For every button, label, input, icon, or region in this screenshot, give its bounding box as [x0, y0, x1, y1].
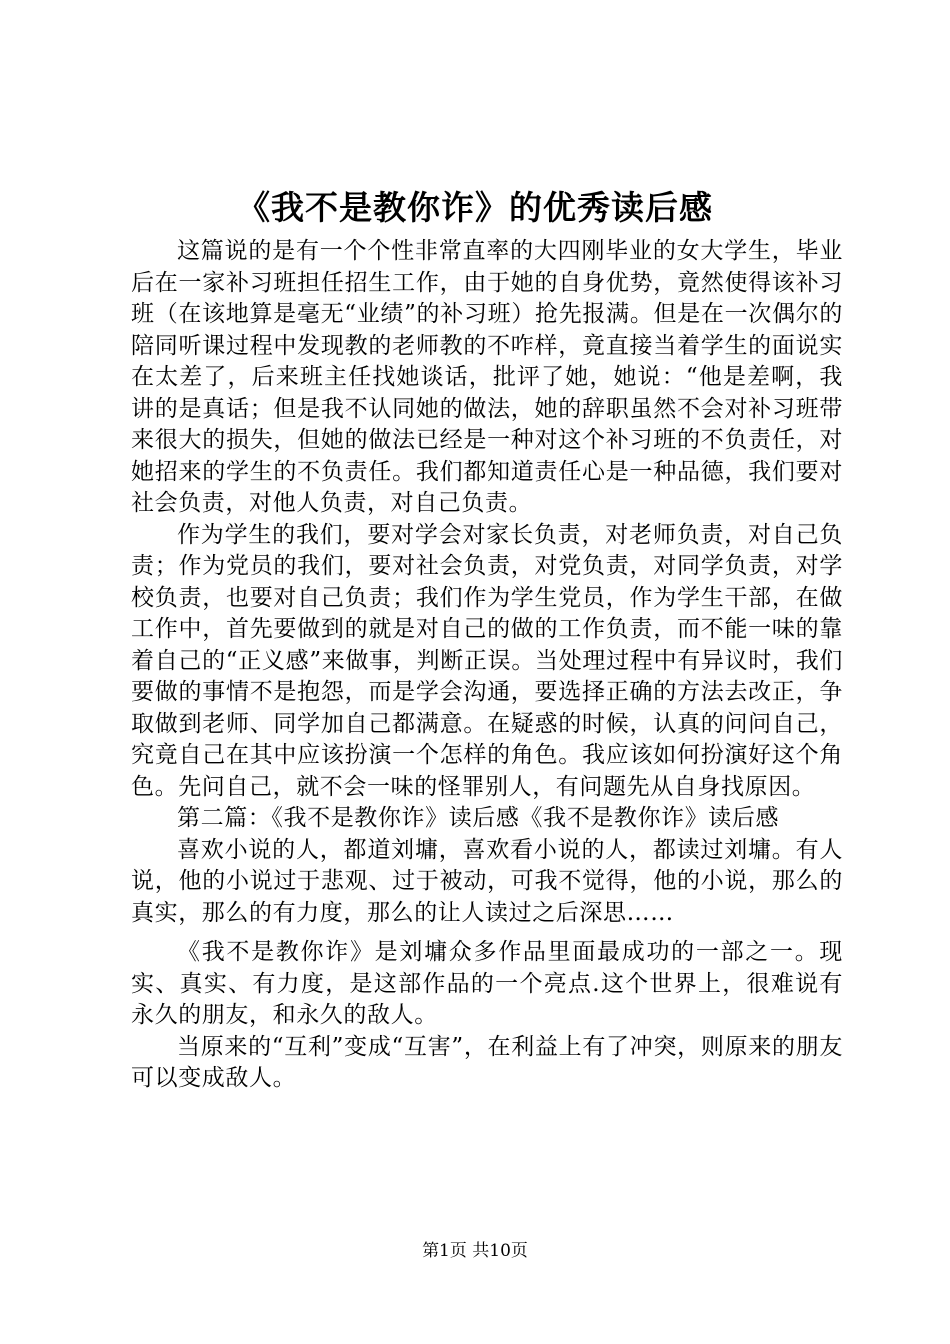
paragraph-6: 当原来的“互利”变成“互害”，在利益上有了冲突，则原来的朋友可以变成敌人。	[131, 1033, 843, 1091]
document-body	[131, 236, 843, 1095]
paragraph-3-heading: 第二篇：《我不是教你诈》读后感《我不是教你诈》读后感	[177, 805, 780, 831]
paragraph-4: 喜欢小说的人，都道刘墉，喜欢看小说的人，都读过刘墉。有人说，他的小说过于悲观、过于被动，可我不觉得，他的小说，那么的真实，那么的有力度，那么的让人读过之后深思……	[131, 836, 843, 926]
paragraph-2: 作为学生的我们，要对学会对家长负责，对老师负责，对自己负责；作为党员的我们，要对社会负责，对党负责，对同学负责，对学校负责，也要对自己负责；我们作为学生党员，作为学生干部，在做工作中，首先要做到的就是对自己的做的工作负责，而不能一味的靠着自己的“正义感”来做事，判断正误。当处理过程中有异议时，我们要做的事情不是抱怨，而是学会沟通，要选择正确的方法去改正，争取做到老师、同学加自己都满意。在疑惑的时候，认真的问问自己，究竟自己在其中应该扮演一个怎样的角色。我应该如何扮演好这个角色。先问自己，就不会一味的怪罪别人，有问题先从自身找原因。	[131, 521, 843, 800]
page-footer: 第1页 共10页	[422, 1241, 528, 1261]
paragraph-1: 这篇说的是有一个个性非常直率的大四刚毕业的女大学生，毕业后在一家补习班担任招生工作，由于她的自身优势，竟然使得该补习班（在该地算是毫无“业绩”的补习班）抢先报满。但是在一次偶尔的陪同听课过程中发现教的老师教的不咋样，竟直接当着学生的面说实在太差了，后来班主任找她谈话，批评了她，她说：“他是差啊，我讲的是真话；但是我不认同她的做法，她的辞职虽然不会对补习班带来很大的损失，但她的做法已经是一种对这个补习班的不负责任，对她招来的学生的不负责任。我们都知道责任心是一种品德，我们要对社会负责，对他人负责，对自己负责。	[131, 238, 843, 516]
document-title: 《我不是教你诈》的优秀读后感	[237, 188, 713, 227]
paragraph-5: 《我不是教你诈》是刘墉众多作品里面最成功的一部之一。现实、真实、有力度，是这部作品的一个亮点.这个世界上，很难说有永久的朋友，和永久的敌人。	[131, 939, 843, 1028]
